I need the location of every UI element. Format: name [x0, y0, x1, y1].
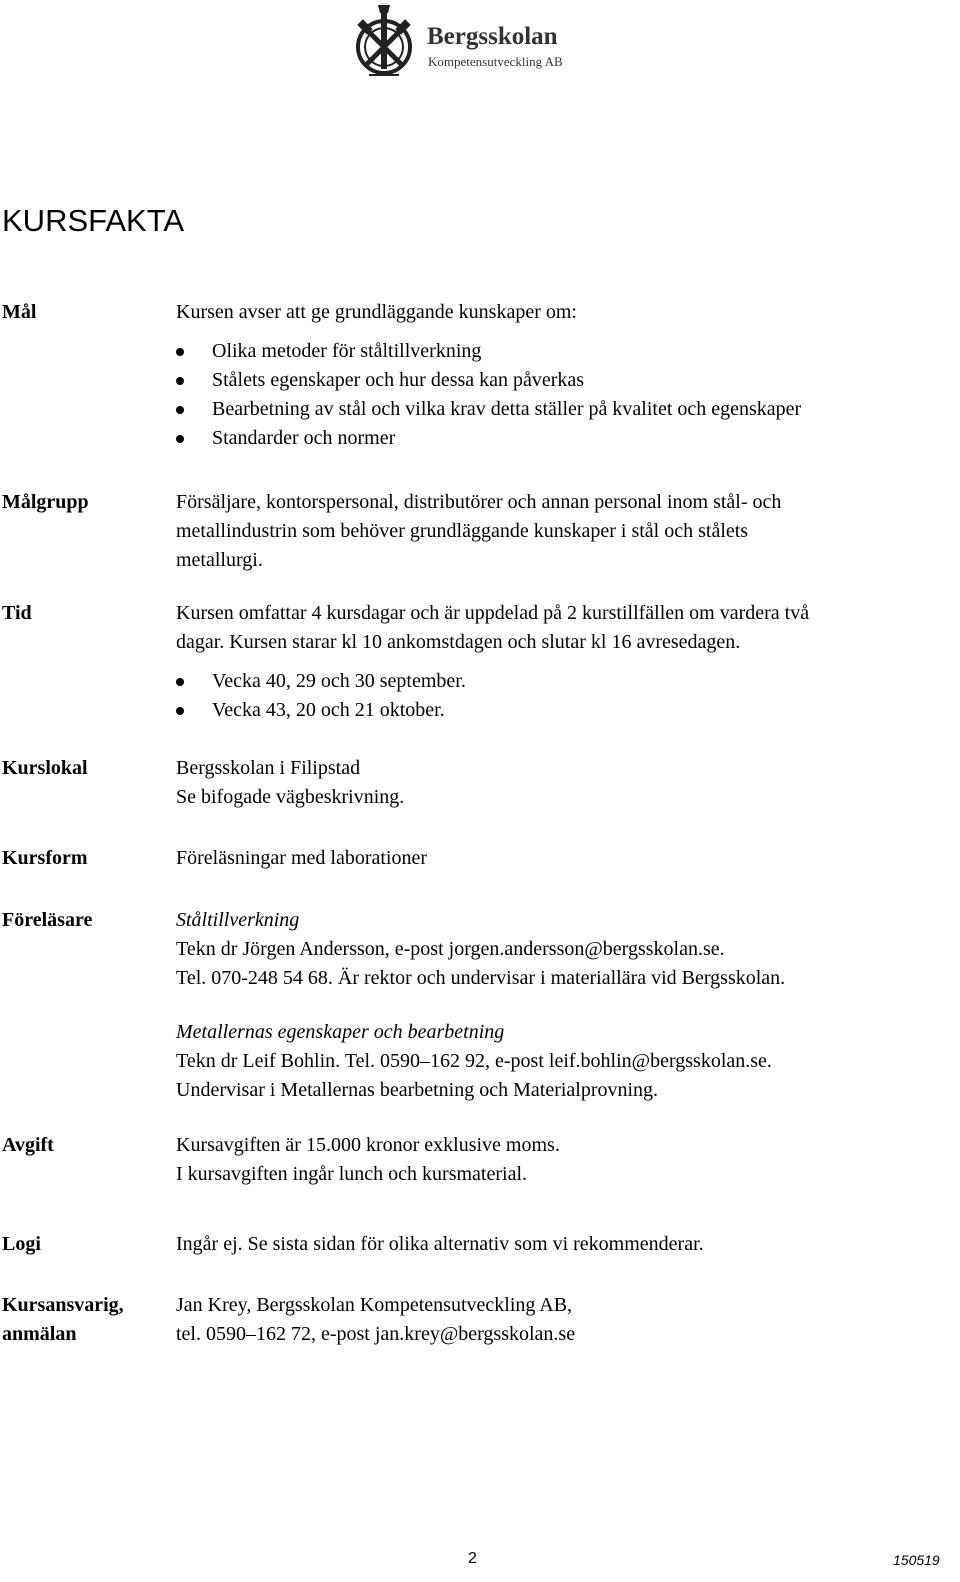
text-line: Undervisar i Metallernas bearbetning och Materialprovning. — [176, 1079, 659, 1101]
text-line: Kursen omfattar 4 kursdagar och är uppdelad på 2 kurstillfällen om vardera två — [176, 602, 810, 624]
text-line: Kursavgiften är 15.000 kronor exklusive moms. — [176, 1134, 560, 1156]
forelasare-group-1 — [176, 906, 946, 993]
text-line: tel. 0590–162 72, e-post jan.krey@bergsskolan.se — [176, 1323, 576, 1345]
kurslokal-text — [176, 754, 946, 812]
text-line: Se bifogade vägbeskrivning. — [176, 786, 405, 808]
text-line: metallurgi. — [176, 549, 263, 571]
label-line: Kursansvarig, — [2, 1294, 124, 1316]
label-kursansvarig — [2, 1291, 124, 1349]
label-logi: Logi — [2, 1233, 41, 1255]
list-item: Bearbetning av stål och vilka krav detta ställer på kvalitet och egenskaper — [176, 395, 801, 424]
lecturer-topic: Metallernas egenskaper och bearbetning — [176, 1021, 505, 1043]
list-item: Standarder och normer — [176, 424, 801, 453]
document-code: 150519 — [893, 1552, 940, 1568]
label-malgrupp: Målgrupp — [2, 491, 89, 513]
text-line: Jan Krey, Bergsskolan Kompetensutveckling AB, — [176, 1294, 573, 1316]
label-avgift: Avgift — [2, 1134, 54, 1156]
tid-bullet-list — [176, 667, 466, 725]
text-line: I kursavgiften ingår lunch och kursmaterial. — [176, 1163, 527, 1185]
mal-intro: Kursen avser att ge grundläggande kunskaper om: — [176, 301, 577, 323]
mal-bullet-list — [176, 337, 801, 453]
logo-subtitle: Kompetensutveckling AB — [428, 54, 563, 69]
label-kursform: Kursform — [2, 847, 88, 869]
text-line: Tel. 070-248 54 68. Är rektor och undervisar i materiallära vid Bergsskolan. — [176, 967, 786, 989]
text-line: Tekn dr Jörgen Andersson, e-post jorgen.andersson@bergsskolan.se. — [176, 938, 725, 960]
label-kurslokal: Kurslokal — [2, 757, 88, 779]
forelasare-group-2 — [176, 1018, 946, 1105]
label-forelasare: Föreläsare — [2, 909, 93, 931]
page-number: 2 — [468, 1550, 477, 1567]
text-line: dagar. Kursen starar kl 10 ankomstdagen och slutar kl 16 avresedagen. — [176, 631, 741, 653]
avgift-text — [176, 1131, 946, 1189]
label-line: anmälan — [2, 1323, 77, 1345]
label-mal: Mål — [2, 301, 37, 323]
lecturer-topic: Ståltillverkning — [176, 909, 300, 931]
kursansvarig-text — [176, 1291, 946, 1349]
text-line: Försäljare, kontorspersonal, distributörer och annan personal inom stål- och — [176, 491, 782, 513]
logo-name: Bergsskolan — [427, 23, 558, 50]
text-line: Tekn dr Leif Bohlin. Tel. 0590–162 92, e-post leif.bohlin@bergsskolan.se. — [176, 1050, 772, 1072]
list-item: Stålets egenskaper och hur dessa kan påverkas — [176, 366, 801, 395]
logo — [344, 3, 570, 83]
page-title: KURSFAKTA — [2, 203, 185, 238]
list-item: Vecka 40, 29 och 30 september. — [176, 667, 466, 696]
list-item: Vecka 43, 20 och 21 oktober. — [176, 696, 466, 725]
list-item: Olika metoder för ståltillverkning — [176, 337, 801, 366]
logi-text: Ingår ej. Se sista sidan för olika alternativ som vi rekommenderar. — [176, 1233, 704, 1255]
kursform-text: Föreläsningar med laborationer — [176, 847, 428, 869]
text-line: metallindustrin som behöver grundläggande kunskaper i stål och stålets — [176, 520, 749, 542]
text-line: Bergsskolan i Filipstad — [176, 757, 361, 779]
label-tid: Tid — [2, 602, 32, 624]
tid-text — [176, 599, 946, 657]
bergsskolan-emblem-icon — [344, 3, 422, 83]
malgrupp-text — [176, 488, 946, 575]
